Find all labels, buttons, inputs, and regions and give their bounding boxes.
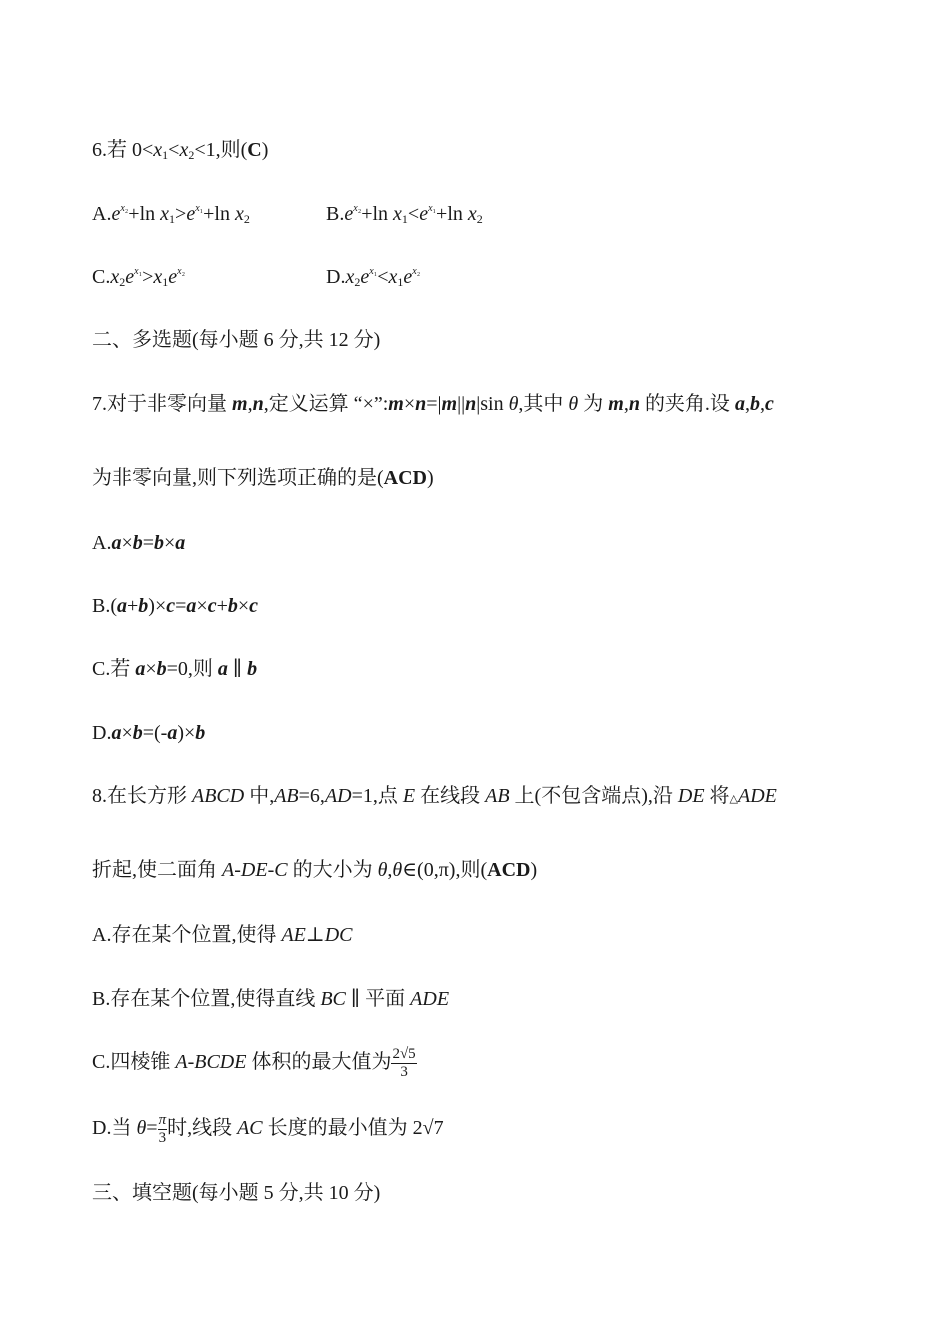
- q7-option-c: C.若 a×b=0,则 a ∥ b: [92, 658, 258, 680]
- q7-option-b: B.(a+b)×c=a×c+b×c: [92, 595, 259, 617]
- q6-option-d: $D.x_2e^{x_1}<x_1e^{x_2}$: [326, 266, 421, 289]
- section-heading-fill-in-blank: 三、填空题(每小题 5 分,共 10 分): [92, 1182, 381, 1204]
- fraction-pi-over-three: $\frac{\pi}{3}$: [158, 1112, 167, 1146]
- q6-option-c: $C.x_2e^{x_1}>x_1e^{x_2}$: [92, 266, 186, 289]
- q8-option-c: C.四棱锥 A-BCDE 体积的最大值为 $\frac{2√5}{3}$: [92, 1046, 416, 1080]
- fraction-two-root-five-over-three: $\frac{2√5}{3}$: [392, 1046, 416, 1080]
- q8-stem-line2: 折起,使二面角 A-DE-C 的大小为 θ,θ∈(0,π),则(ACD): [92, 859, 538, 881]
- q7-stem-line2: 为非零向量,则下列选项正确的是(ACD): [92, 467, 434, 489]
- q6-option-a: $A.e^{x_2}+\ln$ $x_1>e^{x_1}+\ln$ $x_2$: [92, 203, 250, 226]
- q7-stem-line1: 7.对于非零向量 m,n,定义运算 “×”:m×n=|m||n|sin θ,其中 θ 为 m,n 的夹角.设 a,b,c: [92, 393, 774, 415]
- q8-option-d: D.当 θ= $\frac{\pi}{3}$ 时,线段 AC 长度的最小值为 2√7: [92, 1112, 444, 1146]
- q6-option-b: $B.e^{x_2}+\ln$ $x_1<e^{x_1}+\ln$ $x_2$: [326, 203, 483, 226]
- q7-option-a: A.a×b=b×a: [92, 532, 186, 554]
- q7-option-d: D.a×b=(-a)×b: [92, 722, 206, 744]
- q8-option-a: A.存在某个位置,使得 AE⊥DC: [92, 924, 353, 946]
- section-heading-multiple-choice: 二、多选题(每小题 6 分,共 12 分): [92, 329, 381, 351]
- q8-stem-line1: 8.在长方形 ABCD 中,AB=6,AD=1,点 E 在线段 AB 上(不包含端点),沿 DE 将△ADE: [92, 785, 777, 807]
- q6-stem: 6.若 $0<x_1<x_2<1$,则(C): [92, 139, 269, 162]
- q8-option-b: B.存在某个位置,使得直线 BC ∥ 平面 ADE: [92, 988, 450, 1010]
